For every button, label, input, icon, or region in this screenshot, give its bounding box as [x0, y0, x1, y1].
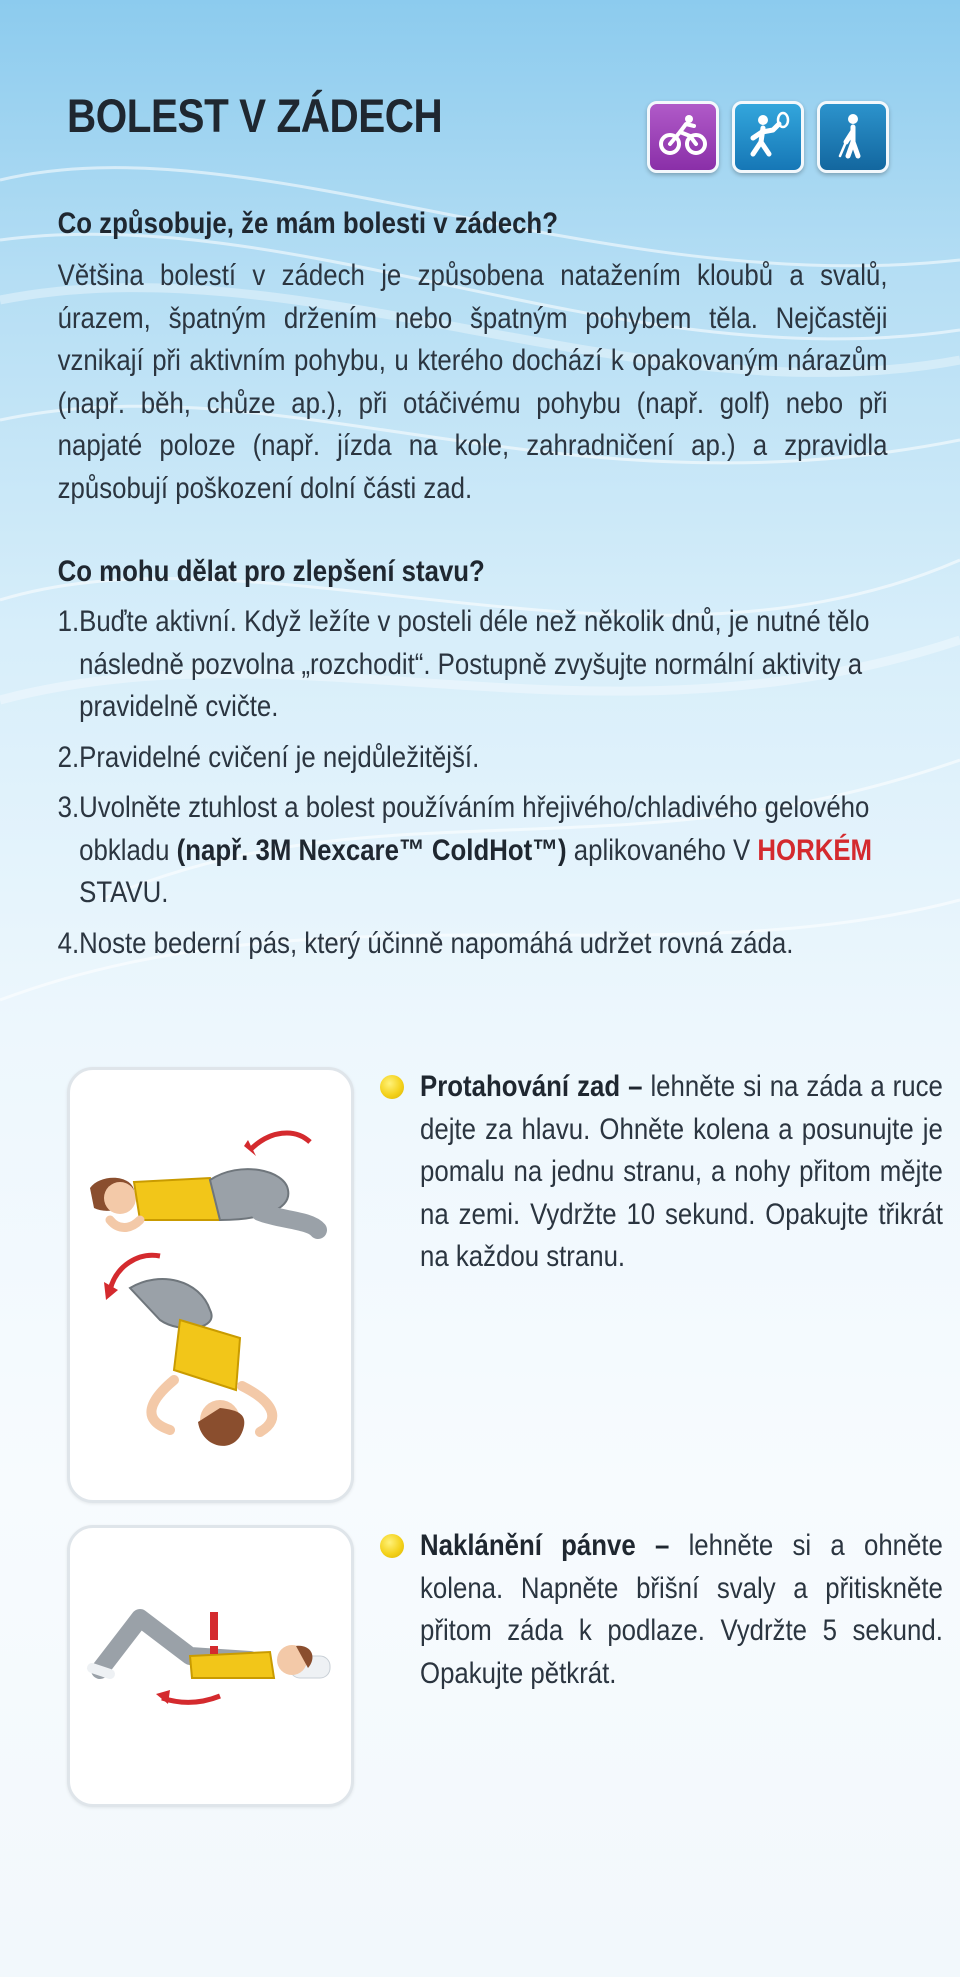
- page-title: BOLEST V ZÁDECH: [67, 89, 443, 142]
- product-name: (např. 3M Nexcare™ ColdHot™): [176, 833, 567, 867]
- figure-lying-knees-side: [90, 1133, 318, 1230]
- cycling-icon: [647, 101, 719, 173]
- exercise-name: Protahování zad –: [420, 1070, 643, 1103]
- steps-list: [58, 601, 884, 973]
- list-item: 3. Uvolněte ztuhlost a bolest používáním hřejivého/chladivého gelového obkladu (např. 3M Nexcare™ ColdHot™) aplikovaného V HORKÉM STAVU.: [58, 787, 884, 915]
- exercise-description: lehněte si na záda a ruce dejte za hlavu. Ohněte kolena a posunujte je pomalu na jednu stranu, a nohy přitom mějte na zemi. Vydržte 10 sekund. Opakujte třikrát na každou stranu.: [420, 1070, 943, 1273]
- pelvic-tilt-illustration: [67, 1525, 354, 1807]
- golf-icon: [817, 101, 889, 173]
- step-text: Buďte aktivní. Když ležíte v posteli déle než několik dnů, je nutné tělo následně pozvolna „rozchodit“. Postupně zvyšujte normální aktivity a pravidelně cvičte.: [79, 605, 870, 723]
- exercise-text: [420, 1525, 943, 1695]
- hot-highlight: HORKÉM: [757, 833, 873, 867]
- figure-on-back-legs-rotated: [104, 1255, 272, 1446]
- list-item: 1. Buďte aktivní. Když ležíte v posteli déle než několik dnů, je nutné tělo následně pozvolna „rozchodit“. Postupně zvyšujte normální aktivity a pravidelně cvičte.: [58, 601, 884, 729]
- causes-question: Co způsobuje, že mám bolesti v zádech?: [57, 207, 558, 240]
- list-item: 4. Noste bederní pás, který účinně napomáhá udržet rovná záda.: [58, 923, 884, 966]
- exercise-name: Naklánění pánve –: [420, 1529, 670, 1562]
- exercise-text: [420, 1066, 943, 1279]
- causes-text: Většina bolestí v zádech je způsobena natažením kloubů a svalů, úrazem, špatným držením nebo špatným pohybem těla. Nejčastěji vznikají při aktivním pohybu, u kterého dochází k opakovaným nárazům (např. běh, chůze ap.), při otáčivému pohybu (např. golf) nebo při napjaté poloze (např. jízda na kole, zahradničení ap.) a zpravidla způsobují poškození dolní části zad.: [57, 259, 888, 505]
- bullet-dot-icon: [380, 1075, 404, 1099]
- exercise-description: lehněte si a ohněte kolena. Napněte břišní svaly a přitiskněte přitom záda k podlaze. Vydržte 5 sekund. Opakujte pětkrát.: [420, 1529, 943, 1690]
- back-stretch-illustration: [67, 1067, 354, 1503]
- tennis-icon: [732, 101, 804, 173]
- step-text: Noste bederní pás, který účinně napomáhá udržet rovná záda.: [79, 926, 794, 960]
- sport-icons: [647, 101, 889, 173]
- list-item: 2. Pravidelné cvičení je nejdůležitější.: [58, 737, 884, 780]
- step-text: Pravidelné cvičení je nejdůležitější.: [79, 740, 480, 774]
- figure-lying-knees-bent: [92, 1612, 330, 1704]
- bullet-dot-icon: [380, 1534, 404, 1558]
- improvement-question: Co mohu dělat pro zlepšení stavu?: [57, 555, 485, 588]
- step-text: Uvolněte ztuhlost a bolest používáním hřejivého/chladivého gelového obkladu (např. 3M Nexcare™ ColdHot™) aplikovaného V HORKÉM STAVU.: [79, 791, 873, 909]
